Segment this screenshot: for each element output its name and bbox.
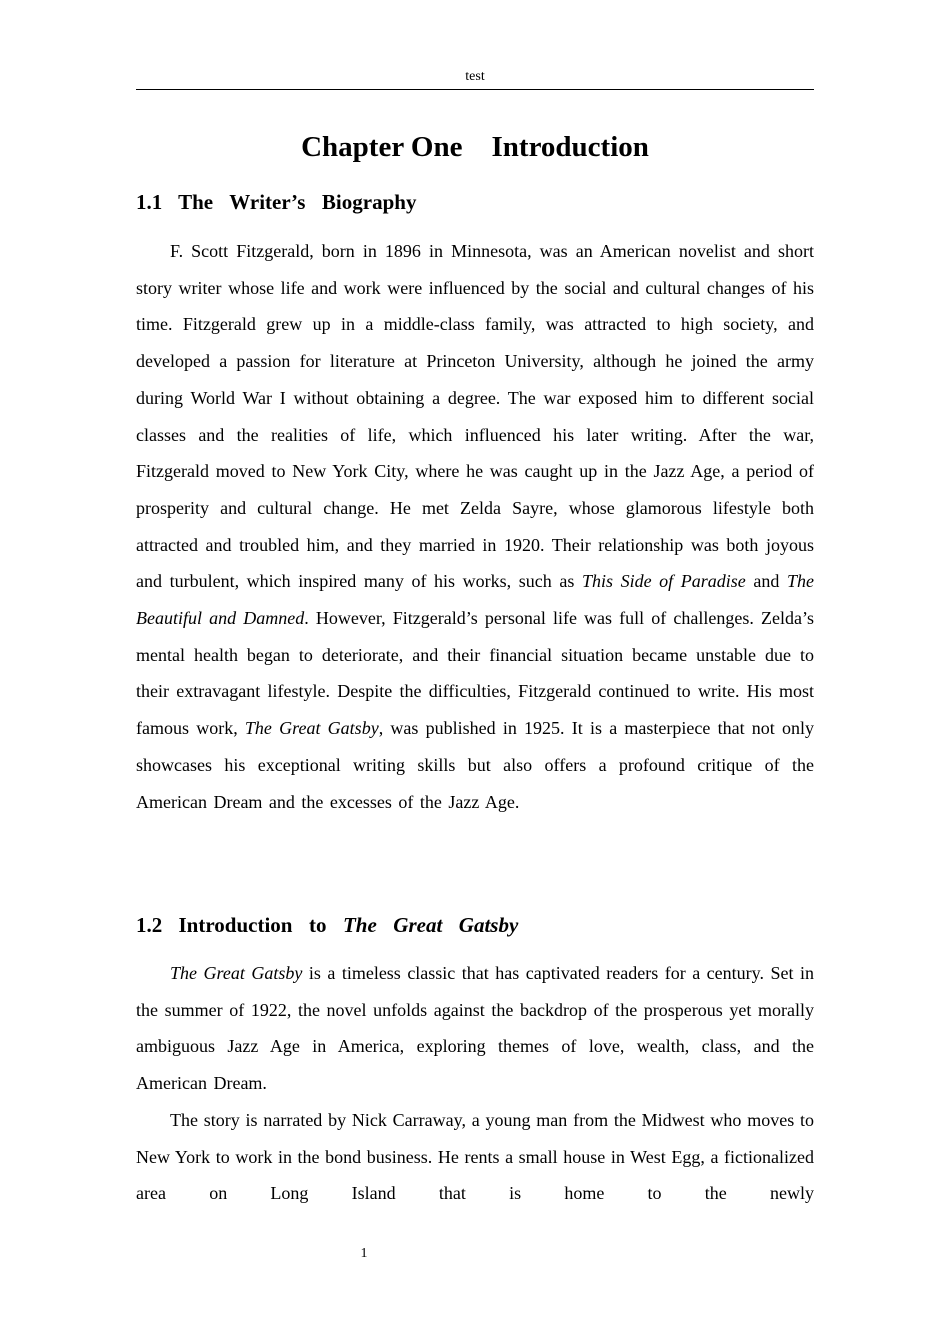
biography-paragraph	[136, 233, 814, 820]
page-header	[136, 68, 814, 90]
page-number: 1	[360, 1246, 368, 1261]
section-heading-1-2	[136, 910, 814, 940]
section-title: The Writer’s Biography	[178, 190, 417, 214]
section-1-2-body	[136, 955, 814, 1212]
text-run: and	[745, 571, 787, 592]
section-title-prefix: Introduction to	[178, 913, 343, 937]
text-run: , was published in 1925. It is a masterpiece that not only showcases his exceptional writing skills but also offers a profound critique of the American Dream and the excesses of the Jazz Age.	[136, 718, 815, 812]
section-heading-1-1	[136, 187, 814, 217]
section-title-italic: The Great Gatsby	[342, 913, 519, 937]
text-run: F. Scott Fitzgerald, born in 1896 in Minnesota, was an American novelist and short story writer whose life and work were influenced by the social and cultural changes of his time. Fitzgerald grew up in a middle-class family, was attracted to high society, and developed a passion for literature at Princeton University, although he joined the army during World War I without obtaining a degree. The war exposed him to different social classes and the realities of life, which influenced his later writing. After the war, Fitzgerald moved to New York City, where he was caught up in the Jazz Age, a period of prosperity and cultural change. He met Zelda Sayre, whose glamorous lifestyle both attracted and troubled him, and they married in 1920. Their relationship was both joyous and turbulent, which inspired many of his works, such as	[136, 241, 814, 592]
section-number: 1.2	[136, 913, 163, 937]
header-text: test	[465, 69, 485, 84]
narrator-paragraph	[136, 1102, 814, 1212]
book-title-italic: This Side of Paradise	[581, 571, 746, 592]
text-run: The story is narrated by Nick Carraway, a young man from the Midwest who moves to New York to work in the bond business. He rents a small house in West Egg, a fictionalized area on Long Island that is home to the newly	[136, 1109, 814, 1204]
book-title-italic: The Great Gatsby	[170, 963, 303, 983]
chapter-title: Chapter One Introduction	[301, 131, 649, 163]
section-number: 1.1	[136, 190, 163, 214]
book-title-italic: The Beautiful and Damned	[136, 571, 814, 629]
text-run: is a timeless classic that has captivated readers for a century. Set in the summer of 1922, the novel unfolds against the backdrop of the prosperous yet morally ambiguous Jazz Age in America, exploring themes of love, wealth, class, and the American Dream.	[136, 963, 814, 1094]
gatsby-intro-paragraph	[136, 955, 814, 1102]
section-1-1-body	[136, 233, 814, 820]
text-run: . However, Fitzgerald’s personal life was full of challenges. Zelda’s mental health began to deteriorate, and their financial situation became unstable due to their extravagant lifestyle. Despite the difficulties, Fitzgerald continued to write. His most famous work,	[136, 608, 814, 739]
book-title-italic: The Great Gatsby	[244, 718, 379, 739]
